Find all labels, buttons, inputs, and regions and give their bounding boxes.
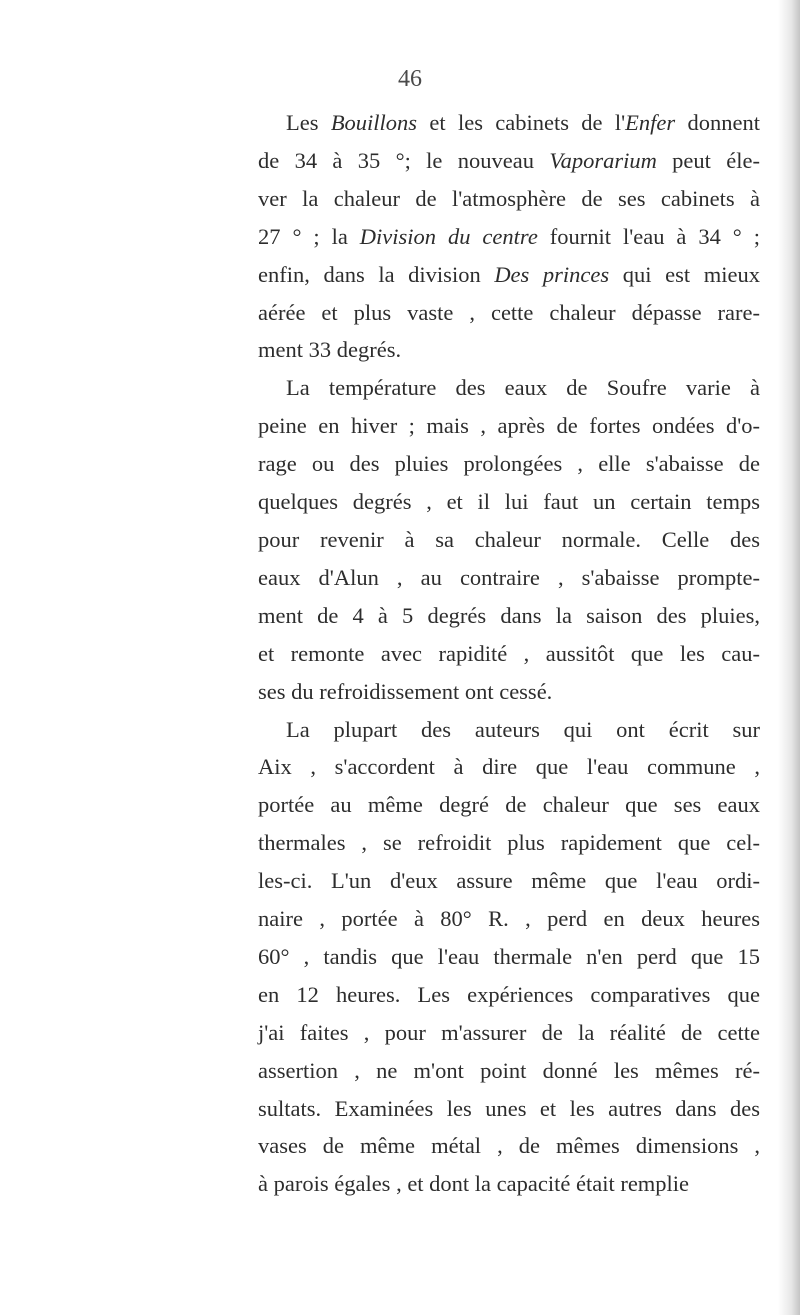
text-line: peine en hiver ; mais , après de fortes ondées d'o- <box>258 413 760 439</box>
text-line: ment 33 degrés. <box>258 337 402 363</box>
italic-term: Division du centre <box>359 223 538 249</box>
text-line: les-ci. L'un d'eux assure même que l'eau ordi- <box>258 868 760 894</box>
text-line: assertion , ne m'ont point donné les mêmes ré- <box>258 1057 760 1083</box>
text-line: ment de 4 à 5 degrés dans la saison des pluies, <box>258 602 760 628</box>
text-line: et remonte avec rapidité , aussitôt que les cau- <box>258 640 760 666</box>
paragraph <box>258 711 760 1204</box>
italic-term: Enfer <box>625 110 676 135</box>
text-line: Aix , s'accordent à dire que l'eau commune , <box>258 754 760 780</box>
text-line: à parois égales , et dont la capacité était remplie <box>258 1171 690 1197</box>
paragraph <box>258 104 760 369</box>
text-line: ses du refroidissement ont cessé. <box>258 678 553 704</box>
text-line: aérée et plus vaste , cette chaleur dépasse rare- <box>258 299 760 325</box>
text-line: La température des eaux de Soufre varie à <box>286 375 760 401</box>
text-line: portée au même degré de chaleur que ses eaux <box>258 792 760 818</box>
text-line: de 34 à 35 °; le nouveau Vaporarium peut éle- <box>258 147 760 173</box>
text-line: rage ou des pluies prolongées , elle s'abaisse de <box>258 451 760 477</box>
text-line: thermales , se refroidit plus rapidement que cel- <box>258 830 760 856</box>
text-line: eaux d'Alun , au contraire , s'abaisse prompte- <box>258 564 760 590</box>
text-line: naire , portée à 80° R. , perd en deux heures <box>258 906 760 932</box>
page-number: 46 <box>398 66 422 92</box>
text-line: sultats. Examinées les unes et les autres dans des <box>258 1095 760 1121</box>
text-line: vases de même métal , de mêmes dimensions , <box>258 1133 760 1159</box>
text-line: La plupart des auteurs qui ont écrit sur <box>286 716 760 742</box>
text-line: en 12 heures. Les expériences comparatives que <box>258 981 760 1007</box>
text-line: 60° , tandis que l'eau thermale n'en perd que 15 <box>258 943 760 969</box>
text-line: Les Bouillons et les cabinets de l'Enfer donnent <box>286 110 760 135</box>
page-text <box>258 104 760 1203</box>
text-line: 27 ° ; la Division du centre fournit l'eau à 34 ° ; <box>258 223 760 249</box>
text-line: j'ai faites , pour m'assurer de la réalité de cette <box>258 1019 760 1045</box>
text-line: ver la chaleur de l'atmosphère de ses cabinets à <box>258 185 760 211</box>
italic-term: Vaporarium <box>549 147 657 173</box>
page-edge-shadow <box>778 0 800 1315</box>
text-line: pour revenir à sa chaleur normale. Celle des <box>258 526 760 552</box>
text-line: quelques degrés , et il lui faut un certain temps <box>258 489 760 515</box>
italic-term: Des princes <box>494 261 610 287</box>
italic-term: Bouillons <box>330 110 418 135</box>
text-line: enfin, dans la division Des princes qui est mieux <box>258 261 760 287</box>
paragraph <box>258 369 760 710</box>
